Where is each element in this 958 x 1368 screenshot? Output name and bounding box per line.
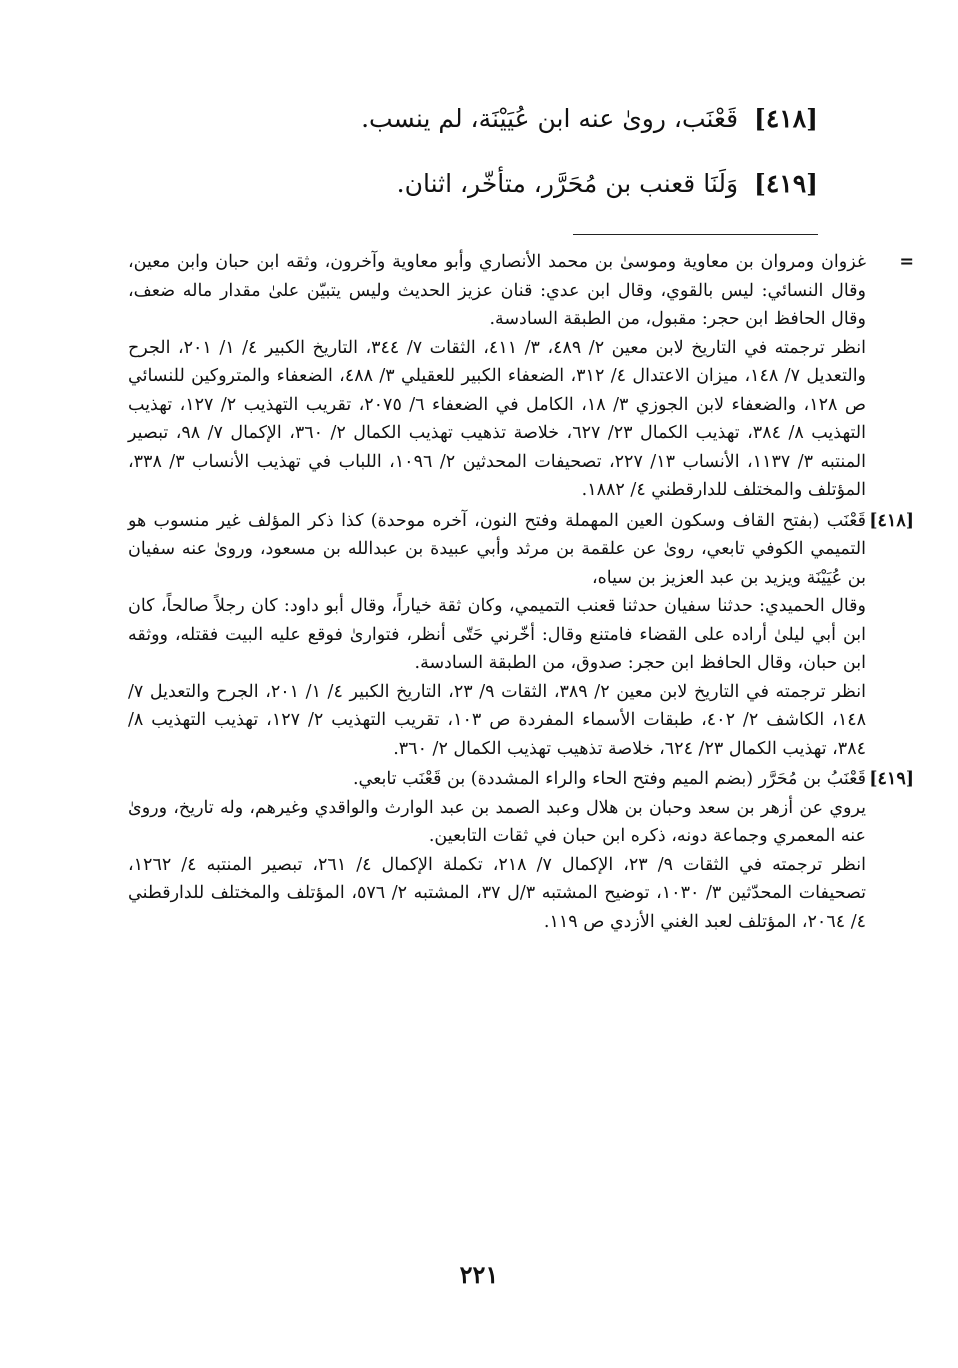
- footnote-paragraph: قَعْنَبُ بن مُحَرَّر (بضم الميم وفتح الحاء والراء المشددة) بن قَعْنَب تابعي.: [352, 769, 866, 789]
- footnote-paragraph: وقال الحميدي: حدثنا سفيان حدثنا قعنب التميمي، وكان ثقة خياراً، وقال أبو داود: كان رجلاً صالحاً، كان ابن أبي ليلىٰ أراده على القضاء فامتنع وقال: أخّرني حَتّى أنظر، فتوارىٰ فوقع عليه البيت فقتله، ووثقه ابن حبان، وقال الحافظ ابن حجر: صدوق، من الطبقة السادسة.: [128, 596, 866, 673]
- footnote-paragraph: انظر ترجمته في التاريخ لابن معين ٢/ ٣٨٩، الثقات ٩/ ٢٣، التاريخ الكبير ٤/ ١/ ٢٠١، الجرح والتعديل ٧/ ١٤٨، الكاشف ٢/ ٤٠٢، طبقات الأسماء المفردة ص ١٠٣، تقريب التهذيب ٢/ ١٢٧، تهذيب التهذيب ٨/ ٣٨٤، تهذيب الكمال ٢٣/ ٦٢٤، خلاصة تذهيب تهذيب الكمال ٢/ ٣٦٠.: [128, 681, 867, 759]
- footnote-paragraph: غزوان ومروان بن معاوية وموسىٰ بن محمد الأنصاري وأبو معاوية وآخرون، وثقه ابن حبان وابن معين، وقال النسائي: ليس بالقوي، وقال ابن عدي: قنان عزيز الحديث وليس يتبيّن علىٰ مقدار ماله ضعف، وقال الحافظ ابن حجر: مقبول، من الطبقة السادسة.: [128, 252, 866, 329]
- footnote-paragraph: انظر ترجمته في الثقات ٩/ ٢٣، الإكمال ٧/ ٢١٨، تكملة الإكمال ٤/ ٢٦١، تبصير المنتبه ٤/ ١٢٦٢، تصحيفات المحدّثين ٣/ ١٠٣٠، توضيح المشتبه ٣/ل ٣٧، المشتبه ٢/ ٥٧٦، المؤتلف والمختلف للدارقطني ٤/ ٢٠٦٤، المؤتلف لعبد الغني الأزدي ص ١١٩.: [128, 854, 866, 932]
- entry-419: [118, 167, 818, 201]
- footnote-paragraph: يروي عن أزهر بن سعد وحبان بن هلال وعبد الصمد بن عبد الوارث والواقدي وغيرهم، وله تاريخ، وروىٰ عنه المعمري وجماعة دونه، ذكره ابن حبان في ثقات التابعين.: [128, 797, 866, 846]
- footnote-separator: [573, 234, 818, 235]
- footnote-paragraph: انظر ترجمته في التاريخ لابن معين ٢/ ٤٨٩، ٣/ ٤١١، الثقات ٧/ ٣٤٤، التاريخ الكبير ٤/ ١/ ٢٠١، الجرح والتعديل ٧/ ١٤٨، ميزان الاعتدال ٤/ ٣١٢، الضعفاء الكبير للعقيلي ٣/ ٤٨٨، الضعفاء والمتروكين للنسائي ص ١٢٨، والضعفاء لابن الجوزي ٣/ ١٨، الكامل في الضعفاء ٦/ ٢٠٧٥، تقريب التهذيب ٢/ ١٢٧، تهذيب التهذيب ٨/ ٣٨٤، تهذيب الكمال ٢٣/ ٦٢٧، خلاصة تذهيب تهذيب الكمال ٢/ ٣٦٠، الإكمال ٧/ ٩٨، تبصير المنتبه ٣/ ١١٣٧، الأنساب ١٣/ ٢٢٧، تصحيفات المحدثين ٢/ ١٠٩٦، اللباب في تهذيب الأنساب ٣/ ٣٣٨، المؤتلف والمختلف للدارقطني ٤/ ١٨٨٢.: [128, 337, 867, 500]
- footnote-marker: [٤١٨]: [869, 510, 914, 531]
- footnote-418: [128, 507, 914, 764]
- continuation-marker: =: [899, 252, 914, 272]
- footnote-419: [128, 765, 914, 936]
- entry-text: قَعْنَب، روىٰ عنه ابن عُيَيْنَة، لم ينسب.: [361, 104, 739, 133]
- footnote-continuation: [128, 248, 914, 505]
- entry-number: [٤١٩]: [754, 169, 818, 198]
- footnote-paragraph: قَعْنَب (بفتح القاف وسكون العين المهملة وفتح النون، آخره موحدة) كذا ذكر المؤلف غير منسوب هو التميمي الكوفي تابعي، روىٰ عن علقمة بن مرثد وأبي عبيدة بن عبدالله بن مسعود، وروىٰ عنه سفيان بن عُيَيْنَة ويزيد بن عبد العزيز بن سياه،: [128, 510, 866, 588]
- entry-418: [118, 102, 818, 136]
- entry-text: وَلَنَا قعنب بن مُحَرَّر، متأخّر، اثنان.: [396, 169, 739, 198]
- footnotes-section: [128, 248, 914, 936]
- page-number: ٢٢١: [459, 1260, 499, 1289]
- entry-number: [٤١٨]: [754, 104, 818, 133]
- footnote-marker: [٤١٩]: [869, 769, 914, 789]
